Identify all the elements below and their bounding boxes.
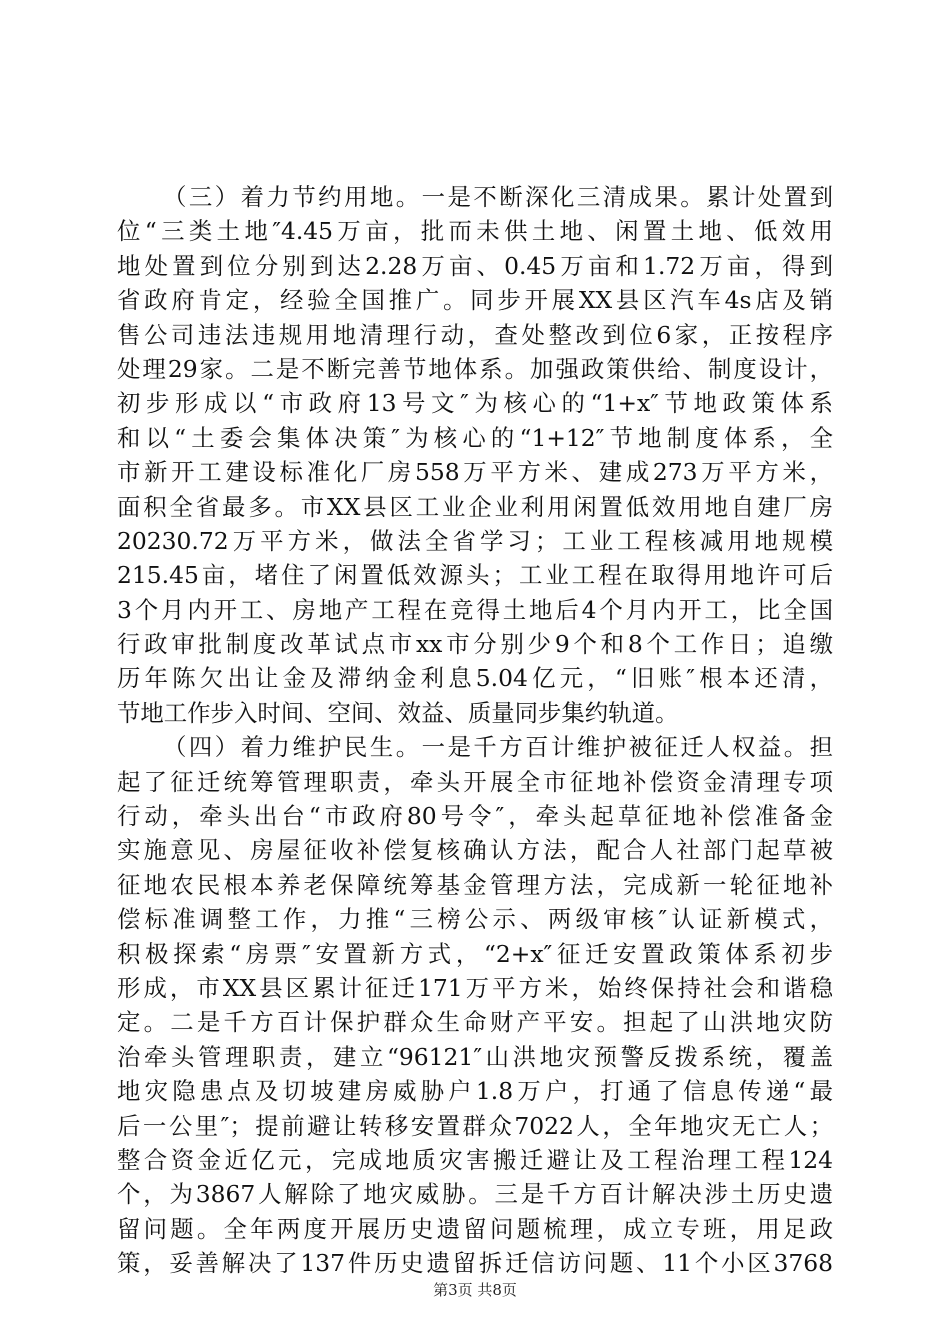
- paragraph-line: 实施意见、房屋征收补偿复核确认方法，配合人社部门起草被: [117, 836, 833, 865]
- paragraph-line: 积极探索“房票″安置新方式，“2+x″征迁安置政策体系初步: [117, 939, 833, 968]
- paragraph-line: 征地农民根本养老保障统筹基金管理方法，完成新一轮征地补: [117, 870, 833, 899]
- paragraph-line: （四）着力维护民生。一是千方百计维护被征迁人权益。担: [163, 733, 833, 762]
- paragraph-line: 和以“土委会集体决策″为核心的“1+12″节地制度体系，全: [117, 423, 833, 452]
- paragraph-line: 20230.72万平方米，做法全省学习；工业工程核减用地规模: [117, 526, 833, 555]
- paragraph-line: 形成，市XX县区累计征迁171万平方米，始终保持社会和谐稳: [117, 973, 833, 1002]
- paragraph-line: 行动，牵头出台“市政府80号令″，牵头起草征地补偿准备金: [117, 802, 833, 831]
- paragraph-line: 节地工作步入时间、空间、效益、质量同步集约轨道。: [117, 698, 679, 727]
- paragraph-line: 省政府肯定，经验全国推广。同步开展XX县区汽车4s店及销: [117, 286, 833, 315]
- paragraph: [117, 730, 833, 1280]
- paragraph-line: 3个月内开工、房地产工程在竞得土地后4个月内开工，比全国: [117, 595, 833, 624]
- paragraph-line: 治牵头管理职责，建立“96121″山洪地灾预警反拨系统，覆盖: [117, 1042, 833, 1071]
- paragraph-line: 整合资金近亿元，完成地质灾害搬迁避让及工程治理工程124: [117, 1145, 833, 1174]
- paragraph: [117, 180, 833, 730]
- paragraph-line: 定。二是千方百计保护群众生命财产平安。担起了山洪地灾防: [117, 1008, 833, 1037]
- document-body: [117, 180, 833, 1281]
- paragraph-line: 留问题。全年两度开展历史遗留问题梳理，成立专班，用足政: [117, 1214, 833, 1243]
- paragraph-line: 行政审批制度改革试点市xx市分别少9个和8个工作日；追缴: [117, 630, 833, 659]
- paragraph-line: 个，为3867人解除了地灾威胁。三是千方百计解决涉土历史遗: [117, 1180, 833, 1209]
- page-footer: [0, 1280, 950, 1300]
- paragraph-line: 售公司违法违规用地清理行动，查处整改到位6家，正按程序: [117, 320, 833, 349]
- paragraph-line: 地处置到位分别到达2.28万亩、0.45万亩和1.72万亩，得到: [117, 251, 833, 280]
- paragraph-line: 后一公里″；提前避让转移安置群众7022人，全年地灾无亡人；: [117, 1111, 833, 1140]
- paragraph-line: 215.45亩，堵住了闲置低效源头；工业工程在取得用地许可后: [117, 561, 833, 590]
- paragraph-line: 初步形成以“市政府13号文″为核心的“1+x″节地政策体系: [117, 389, 833, 418]
- paragraph-line: 市新开工建设标准化厂房558万平方米、建成273万平方米，: [117, 458, 833, 487]
- paragraph-line: （三）着力节约用地。一是不断深化三清成果。累计处置到: [163, 183, 833, 211]
- paragraph-line: 地灾隐患点及切坡建房威胁户1.8万户，打通了信息传递“最: [117, 1077, 833, 1106]
- paragraph-line: 偿标准调整工作，力推“三榜公示、两级审核″认证新模式，: [117, 905, 833, 934]
- paragraph-line: 历年陈欠出让金及滞纳金利息5.04亿元，“旧账″根本还清，: [117, 664, 833, 693]
- paragraph-line: 面积全省最多。市XX县区工业企业利用闲置低效用地自建厂房: [117, 492, 833, 521]
- paragraph-line: 起了征迁统筹管理职责，牵头开展全市征地补偿资金清理专项: [117, 767, 833, 796]
- paragraph-line: 策，妥善解决了137件历史遗留拆迁信访问题、11个小区3768: [117, 1249, 833, 1278]
- paragraph-line: 位“三类土地″4.45万亩，批而未供土地、闲置土地、低效用: [117, 217, 833, 246]
- page-number: 第3页 共8页: [433, 1281, 517, 1299]
- paragraph-line: 处理29家。二是不断完善节地体系。加强政策供给、制度设计，: [117, 354, 833, 383]
